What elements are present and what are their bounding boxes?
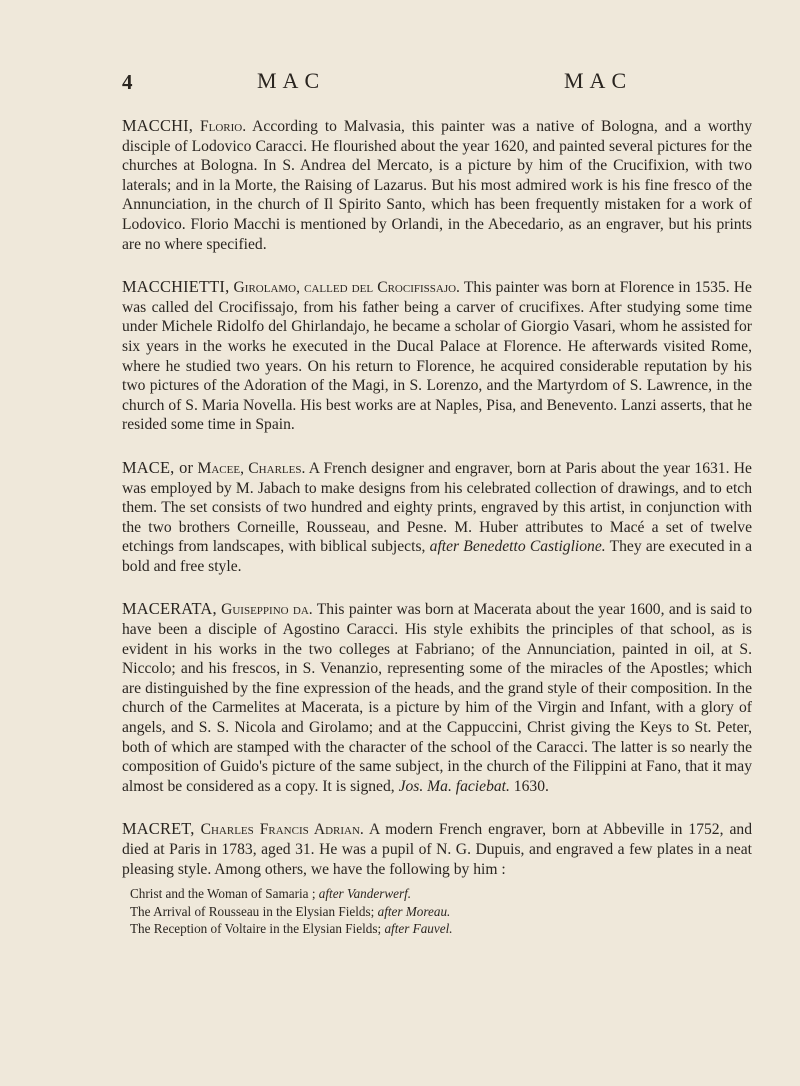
entry-body: This painter was born at Florence in 1535. He was called del Crocifissajo, from his father being a carver of crucifixes. After studying some time under Michele Ridolfo del Ghirlandajo, he became a scholar of Giorgio Vasari, whom he assisted for six years in the works he executed in the Ducal Palace at Florence. He afterwards visited Rome, where he studied two years. On his return to Florence, he acquired considerable reputation by his two pictures of the Adoration of the Magi, in S. Lorenzo, and the Martyrdom of S. Lawrence, in the church of S. Maria Novella. His best works are at Naples, Pisa, and Benevento. Lanzi asserts, that he resided some time in Spain.: [122, 279, 752, 434]
work-item: [130, 885, 752, 903]
entry-macchi: [122, 116, 752, 254]
entry-macerata: [122, 599, 752, 796]
running-head-left: MAC: [257, 68, 326, 93]
entry-body: A French designer and engraver, born at Paris about the year 1631. He was employed by M. Jabach to make designs from his celebrated collection of drawings, and to etch them. The set consists of two hundred and eighty prints, engraved by this artist, in conjunction with the two brothers Corneille, Rousseau, and Pesne. M. Huber attributes to Macé a set of twelve etchings from landscapes, with biblical subjects,: [122, 459, 752, 556]
works-list: [122, 885, 752, 938]
entry-body: According to Malvasia, this painter was a native of Bologna, and a worthy disciple of Lodovico Caracci. He flourished about the year 1620, and painted several pictures for the churches at Bologna. In S. Andrea del Mercato, is a picture by him of the Crucifixion, with two laterals; and in la Morte, the Raising of Lazarus. But his most admired work is his fine fresco of the Annunciation, in the church of Il Spirito Santo, which has been frequently mistaken for a work of Lodovico. Florio Macchi is mentioned by Orlandi, in the Abecedario, as an engraver, but his prints are no where specified.: [122, 118, 752, 253]
work-title: Christ and the Woman of Samaria ;: [130, 886, 316, 902]
entry-macret: [122, 819, 752, 937]
entry-italic: Jos. Ma. faciebat.: [398, 777, 510, 795]
entry-name: MACCHIETTI,: [122, 277, 230, 297]
work-after: after Vanderwerf.: [318, 886, 412, 902]
running-header: [112, 64, 752, 98]
work-title: The Reception of Voltaire in the Elysian Fields;: [130, 921, 382, 937]
entries: [122, 116, 752, 961]
running-head-right: MAC: [564, 68, 633, 93]
entry-italic: after Benedetto Castiglione.: [429, 538, 606, 556]
page-number: 4: [122, 70, 133, 94]
entry-name: MACE, or: [122, 457, 194, 477]
entry-given: Charles Francis Adrian.: [200, 821, 364, 839]
work-title: The Arrival of Rousseau in the Elysian Fields;: [130, 903, 375, 919]
entry-name: MACERATA,: [122, 599, 217, 619]
work-after: after Moreau.: [377, 903, 451, 919]
entry-given: Girolamo, called del Crocifissajo.: [233, 279, 460, 297]
entry-macchietti: [122, 277, 752, 435]
entry-given: Guiseppino da.: [221, 601, 313, 619]
entry-tail: They are executed in a bold and free style.: [122, 538, 752, 575]
work-item: [130, 920, 752, 938]
entry-mace: [122, 458, 752, 577]
entry-tail: 1630.: [513, 777, 549, 795]
entry-given: Macee, Charles.: [197, 459, 306, 477]
entry-name: MACCHI,: [122, 116, 194, 135]
work-after: after Fauvel.: [384, 921, 453, 937]
entry-given: Florio.: [199, 118, 247, 135]
entry-body: This painter was born at Macerata about the year 1600, and is said to have been a disciple of Agostino Caracci. His style exhibits the principles of that school, as is evident in his works in the two colleges at Fabriano; of the Annunciation, painted in oil, at S. Niccolo; and his frescos, in S. Venanzio, representing some of the miracles of the Apostles; which are distinguished by the fine expression of the heads, and the grand style of their composition. In the church of the Carmelites at Macerata, is a picture by him of the Virgin and Infant, with a glory of angels, and S. S. Nicola and Girolamo; and at the Cappuccini, Christ giving the Keys to St. Peter, both of which are stamped with the character of the school of the Caracci. The latter is so nearly the composition of Guido's picture of the same subject, in the church of the Filippini at Fano, that it may almost be considered as a copy. It is signed,: [122, 601, 753, 795]
entry-name: MACRET,: [122, 819, 195, 839]
work-item: [130, 903, 752, 921]
entry-body: A modern French engraver, born at Abbeville in 1752, and died at Paris in 1783, aged 31. He was a pupil of N. G. Dupuis, and engraved a few plates in a neat pleasing style. Among others, we have the following by him :: [122, 821, 752, 878]
